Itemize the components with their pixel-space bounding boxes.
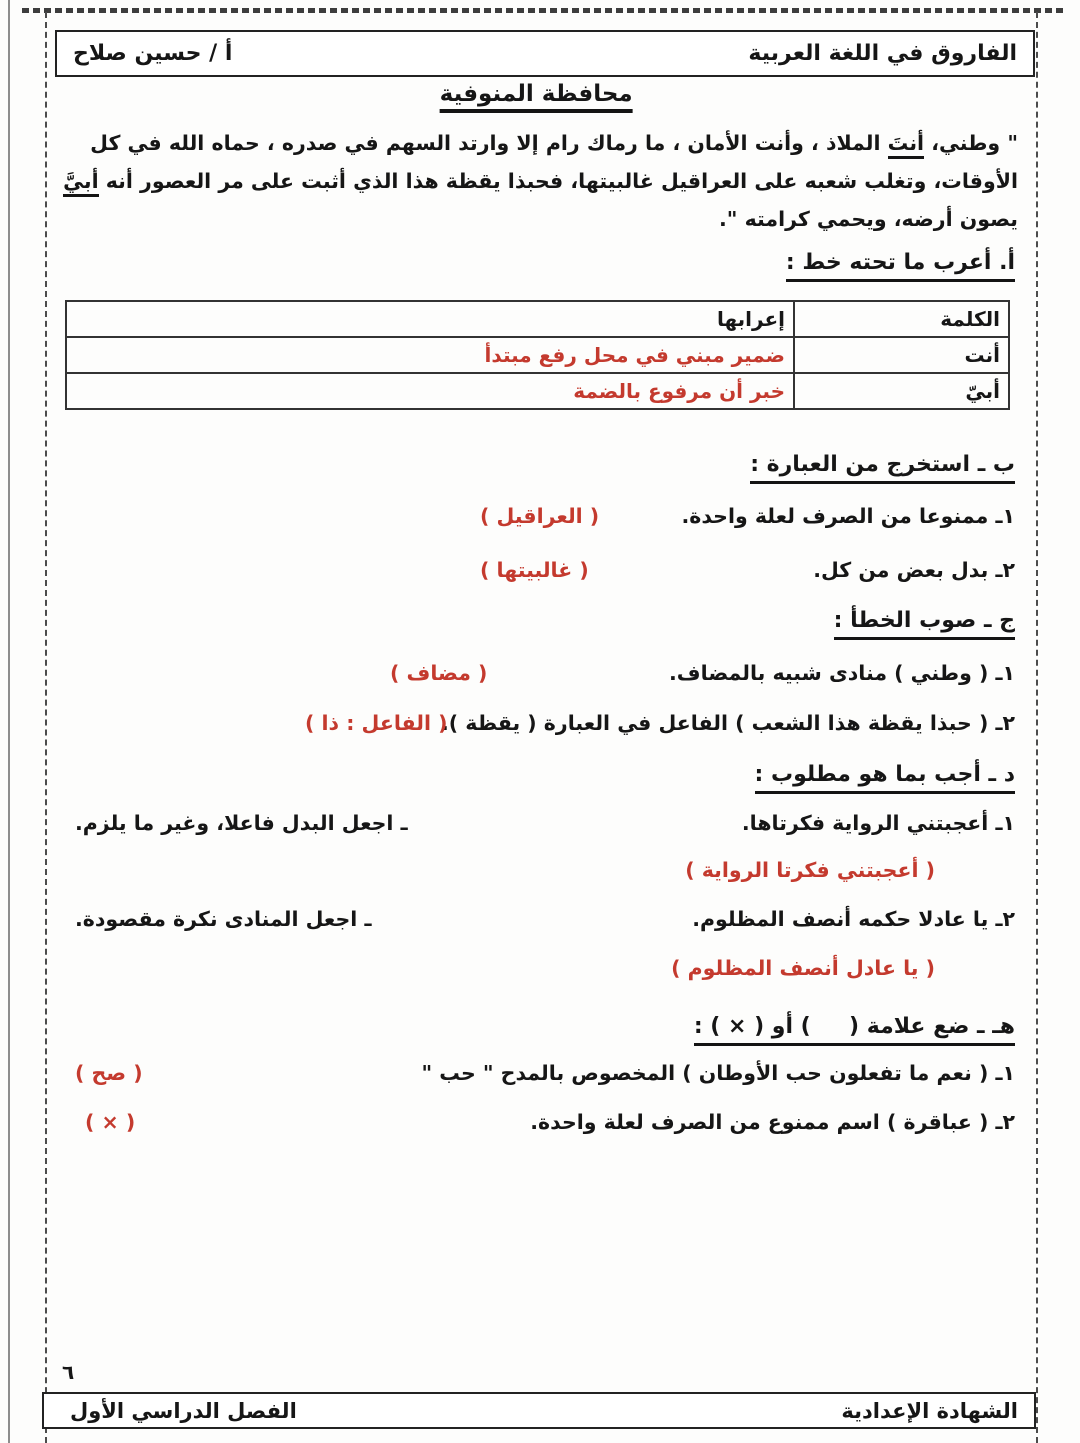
- section-c-label: ج ـ صوب الخطأ :: [834, 608, 1015, 640]
- section-b-label: ب ـ استخرج من العبارة :: [750, 452, 1015, 484]
- question-row: [65, 504, 1015, 538]
- header-series-title: الفاروق في اللغة العربية: [748, 41, 1017, 66]
- question-text: ٢ـ ( عباقرة ) اسم ممنوع من الصرف لعلة واحدة.: [530, 1110, 1015, 1134]
- question-text: ١ـ ( وطني ) منادى شبيه بالمضاف.: [669, 661, 1015, 685]
- page-title: محافظة المنوفية: [440, 81, 633, 113]
- table-row: [66, 337, 1009, 373]
- footer-term: الفصل الدراسي الأول: [70, 1398, 297, 1423]
- answer-text: ( العراقيل ): [480, 504, 600, 528]
- reading-passage: [63, 124, 1018, 238]
- answer-row: [65, 956, 1015, 990]
- section-e-label: هـ ـ ضع علامة ( ) أو ( × ) :: [694, 1014, 1015, 1046]
- header-teacher-name: أ / حسين صلاح: [73, 41, 233, 66]
- answer-text: ( صح ): [75, 1061, 143, 1085]
- instruction-text: ـ اجعل المنادى نكرة مقصودة.: [75, 907, 372, 931]
- answer-text: ( غالبيتها ): [480, 558, 589, 582]
- passage-text: الملاذ ، وأنت الأمان ، ما رماك رام إلا وارتد السهم في صدره ، حماه الله في كل: [90, 131, 888, 155]
- table-cell-answer: ضمير مبني في محل رفع مبتدأ: [66, 337, 794, 373]
- question-text: ١ـ ( نعم ما تفعلون حب الأوطان ) المخصوص بالمدح " حب ": [421, 1061, 1015, 1085]
- passage-line-1: [63, 124, 1018, 162]
- passage-text: يصون أرضه، ويحمي كرامته ".: [718, 207, 1018, 231]
- section-d-heading: [755, 762, 1016, 794]
- question-row: [65, 711, 1015, 745]
- answer-row: [65, 858, 1015, 892]
- footer-stage: الشهادة الإعدادية: [841, 1398, 1018, 1423]
- answer-text: ( يا عادل أنصف المظلوم ): [671, 956, 935, 980]
- question-row: [65, 907, 1015, 941]
- footer-bar: [42, 1392, 1036, 1429]
- question-row: [65, 558, 1015, 592]
- question-text: ٢ـ ( حبذا يقظة هذا الشعب ) الفاعل في العبارة ( يقظة ).: [441, 711, 1015, 735]
- table-row: [66, 373, 1009, 409]
- section-a-label: أ. أعرب ما تحته خط :: [786, 250, 1015, 282]
- table-header-parse: إعرابها: [66, 301, 794, 337]
- section-a-heading: [786, 250, 1015, 282]
- scan-edge-artifact: [8, 0, 10, 1443]
- header-bar: [55, 30, 1035, 77]
- question-row: [65, 1110, 1015, 1144]
- section-b-heading: [750, 452, 1015, 484]
- answer-text: ( أعجبتني فكرتا الرواية ): [685, 858, 935, 882]
- underlined-word: أبيَّ: [63, 169, 98, 197]
- table-cell-word: أبيّ: [794, 373, 1009, 409]
- table-header-row: [66, 301, 1009, 337]
- answer-text: ( × ): [85, 1110, 136, 1134]
- passage-text: " وطني،: [924, 131, 1018, 155]
- passage-line-2: [63, 162, 1018, 200]
- answer-text: ( الفاعل : ذا ): [305, 711, 448, 735]
- question-row: [65, 1061, 1015, 1095]
- question-row: [65, 661, 1015, 695]
- table-cell-word: أنت: [794, 337, 1009, 373]
- section-c-heading: [834, 608, 1015, 640]
- passage-line-3: [63, 200, 1018, 238]
- underlined-word: أنتَ: [888, 131, 924, 159]
- answer-text: ( مضاف ): [390, 661, 488, 685]
- page-number: ٦: [62, 1360, 75, 1384]
- section-e-heading: [694, 1014, 1015, 1046]
- question-text: ١ـ ممنوعا من الصرف لعلة واحدة.: [681, 504, 1015, 528]
- table-cell-answer: خبر أن مرفوع بالضمة: [66, 373, 794, 409]
- question-row: [65, 811, 1015, 845]
- question-text: ٢ـ يا عادلا حكمه أنصف المظلوم.: [692, 907, 1015, 931]
- parsing-table: [65, 300, 1010, 410]
- question-text: ١ـ أعجبتني الرواية فكرتاها.: [741, 811, 1015, 835]
- passage-text: الأوقات، وتغلب شعبه على العراقيل غالبيتها، فحبذا يقظة هذا الذي أثبت على مر العصور أنه: [98, 169, 1018, 193]
- section-d-label: د ـ أجب بما هو مطلوب :: [755, 762, 1016, 794]
- question-text: ٢ـ بدل بعض من كل.: [813, 558, 1015, 582]
- instruction-text: ـ اجعل البدل فاعلا، وغير ما يلزم.: [75, 811, 408, 835]
- table-header-word: الكلمة: [794, 301, 1009, 337]
